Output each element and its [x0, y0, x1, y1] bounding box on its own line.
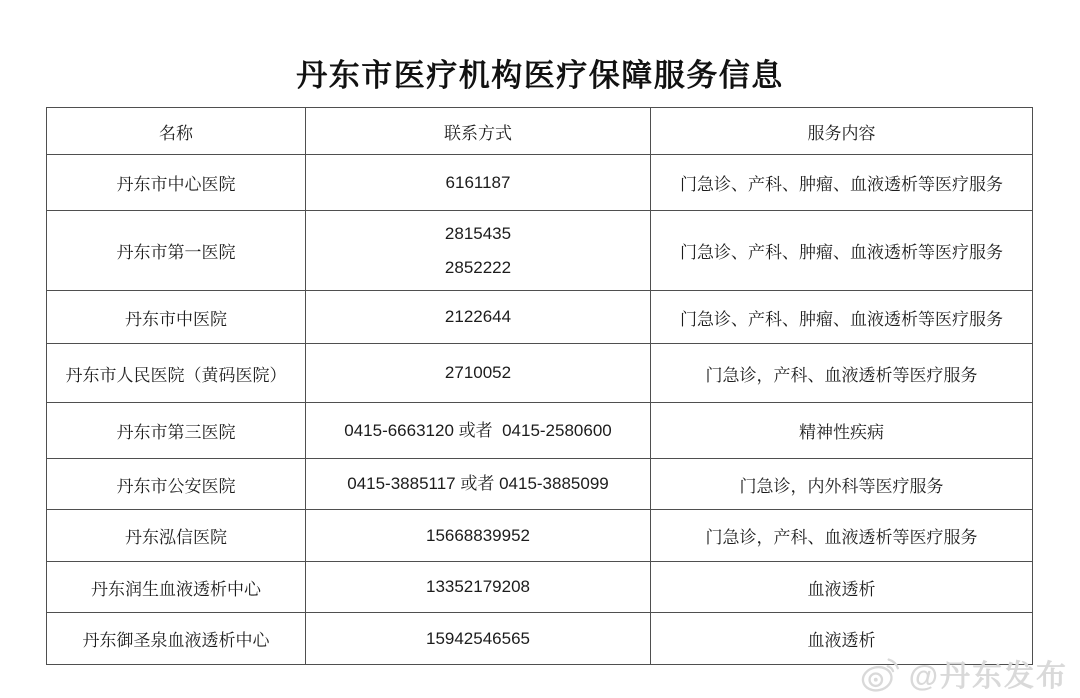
table-row [47, 510, 1033, 562]
contact-cell [306, 211, 651, 291]
table-body [47, 155, 1033, 665]
contact-cell [306, 291, 651, 344]
phone-number: 0415-3885117 或者 0415-3885099 [347, 474, 609, 493]
column-header-contact: 联系方式 [306, 108, 651, 155]
table-row [47, 155, 1033, 211]
phone-number: 13352179208 [425, 577, 530, 596]
service-cell: 门急诊、产科、肿瘤、血液透析等医疗服务 [651, 291, 1033, 344]
hospital-name-cell: 丹东泓信医院 [47, 510, 306, 562]
service-cell: 门急诊，内外科等医疗服务 [651, 459, 1033, 510]
hospital-name-cell: 丹东市第三医院 [47, 403, 306, 459]
hospital-name-cell: 丹东市第一医院 [47, 211, 306, 291]
header-row [47, 108, 1033, 155]
phone-number: 6161187 [445, 172, 511, 192]
table-row [47, 403, 1033, 459]
table-row [47, 459, 1033, 510]
service-cell: 血液透析 [651, 613, 1033, 665]
service-cell: 精神性疾病 [651, 403, 1033, 459]
contact-cell [306, 459, 651, 510]
contact-cell [306, 344, 651, 403]
phone-number: 15942546565 [425, 628, 530, 648]
service-cell: 门急诊、产科、肿瘤、血液透析等医疗服务 [651, 211, 1033, 291]
phone-number: 2815435 [444, 223, 512, 243]
medical-services-table [46, 107, 1033, 665]
contact-cell [306, 562, 651, 613]
column-header-service: 服务内容 [651, 108, 1033, 155]
service-cell: 门急诊，产科、血液透析等医疗服务 [651, 510, 1033, 562]
contact-cell [306, 510, 651, 562]
column-header-name: 名称 [47, 108, 306, 155]
table-row [47, 562, 1033, 613]
hospital-name-cell: 丹东市中心医院 [47, 155, 306, 211]
phone-number: 0415-6663120 或者 0415-2580600 [344, 420, 612, 440]
hospital-name-cell: 丹东市中医院 [47, 291, 306, 344]
hospital-name-cell: 丹东市公安医院 [47, 459, 306, 510]
phone-number: 2710052 [444, 363, 512, 382]
contact-cell [306, 155, 651, 211]
service-cell: 门急诊、产科、肿瘤、血液透析等医疗服务 [651, 155, 1033, 211]
table-header [47, 108, 1033, 155]
hospital-name-cell: 丹东润生血液透析中心 [47, 562, 306, 613]
phone-number: 15668839952 [425, 525, 530, 545]
table-row [47, 291, 1033, 344]
phone-number: 2122644 [444, 307, 512, 326]
table-row [47, 344, 1033, 403]
contact-cell [306, 613, 651, 665]
table-row [47, 211, 1033, 291]
table-row [47, 613, 1033, 665]
service-cell: 血液透析 [651, 562, 1033, 613]
service-cell: 门急诊，产科、血液透析等医疗服务 [651, 344, 1033, 403]
contact-cell [306, 403, 651, 459]
page-title: 丹东市医疗机构医疗保障服务信息 [296, 58, 784, 93]
phone-number: 2852222 [444, 257, 512, 277]
watermark-text: @丹东发布 [908, 660, 1068, 693]
hospital-name-cell: 丹东御圣泉血液透析中心 [47, 613, 306, 665]
hospital-name-cell: 丹东市人民医院（黄码医院） [47, 344, 306, 403]
